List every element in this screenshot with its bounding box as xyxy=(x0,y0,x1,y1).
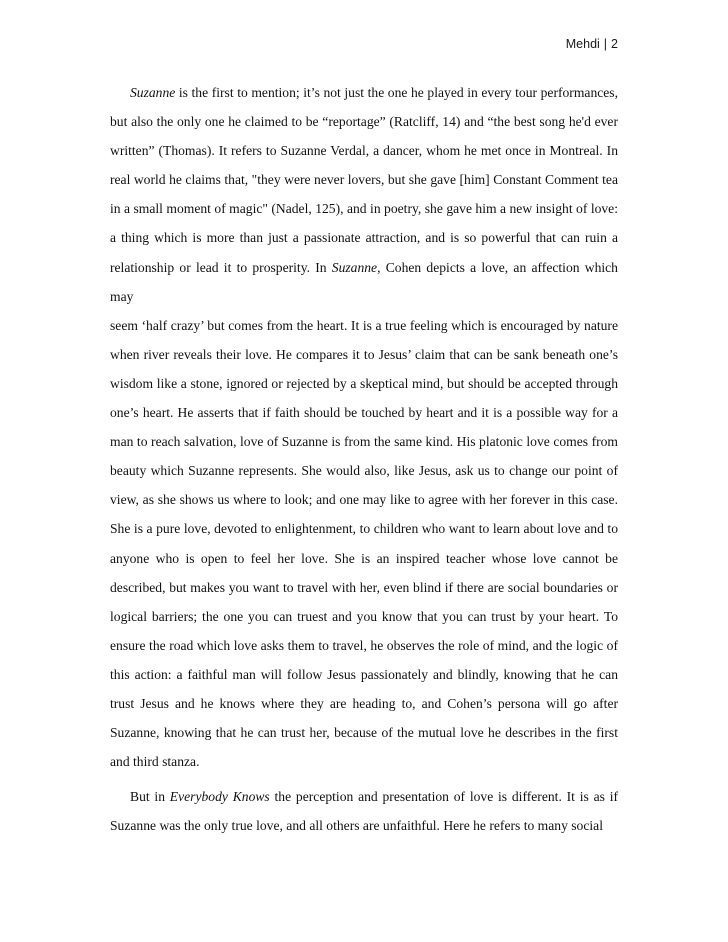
page-header xyxy=(566,37,618,51)
text-line: She is a pure love, devoted to enlightenment, to children who want to learn about love and to xyxy=(110,521,618,537)
text-line: one’s heart. He asserts that if faith should be touched by heart and it is a possible way for a xyxy=(110,405,618,421)
document-body xyxy=(110,78,618,840)
text-line: logical barriers; the one you can truest and you know that you can trust by your heart. To xyxy=(110,608,618,624)
header-page-number: 2 xyxy=(611,37,618,51)
text-line: man to reach salvation, love of Suzanne is from the same kind. His platonic love comes from xyxy=(110,434,618,450)
text-line: Suzanne, knowing that he can trust her, because of the mutual love he describes in the first xyxy=(110,725,618,741)
text-line: ensure the road which love asks them to travel, he observes the role of mind, and the logic of xyxy=(110,637,618,653)
text-line: anyone who is open to feel her love. She is an inspired teacher whose love cannot be xyxy=(110,550,618,566)
paragraph xyxy=(110,78,618,776)
italic-title: Suzanne xyxy=(130,85,176,100)
text-line: when river reveals their love. He compares it to Jesus’ claim that can be sank beneath one’s xyxy=(110,346,618,362)
text-line: wisdom like a stone, ignored or rejected by a skeptical mind, but should be accepted through xyxy=(110,375,618,391)
text-line: seem ‘half crazy’ but comes from the heart. It is a true feeling which is encouraged by nature xyxy=(110,317,618,333)
italic-title: Everybody Knows xyxy=(169,789,270,805)
text-line: trust Jesus and he knows where they are heading to, and Cohen’s persona will go after xyxy=(110,695,618,711)
italic-title: Suzanne xyxy=(331,259,378,275)
paragraph xyxy=(110,782,618,840)
text-line: written” (Thomas). It refers to Suzanne Verdal, a dancer, whom he met once in Montreal. In xyxy=(110,143,618,159)
text-line: but also the only one he claimed to be “reportage” (Ratcliff, 14) and “the best song he'd ever xyxy=(110,114,618,130)
text-line: view, as she shows us where to look; and one may like to agree with her forever in this case. xyxy=(110,492,618,508)
text-line: beauty which Suzanne represents. She would also, like Jesus, ask us to change our point of xyxy=(110,463,618,479)
text-line: real world he claims that, "they were never lovers, but she gave [him] Constant Comment tea xyxy=(110,172,618,188)
header-author: Mehdi xyxy=(565,37,600,51)
text-line: described, but makes you want to travel with her, even blind if there are social boundaries or xyxy=(110,579,618,595)
text-line: But in Everybody Knows the perception and presentation of love is different. It is as if xyxy=(130,789,618,805)
text-line: relationship or lead it to prosperity. In Suzanne, Cohen depicts a love, an affection which may xyxy=(110,259,618,304)
text-line: Suzanne is the first to mention; it’s not just the one he played in every tour performances, xyxy=(130,85,618,100)
text-line: Suzanne was the only true love, and all others are unfaithful. Here he refers to many social xyxy=(110,818,603,834)
text-line: a thing which is more than just a passionate attraction, and is so powerful that can ruin a xyxy=(110,230,618,246)
text-line: and third stanza. xyxy=(110,754,200,770)
header-separator: | xyxy=(603,37,608,51)
text-line: in a small moment of magic" (Nadel, 125), and in poetry, she gave him a new insight of love: xyxy=(110,201,618,217)
text-line: this action: a faithful man will follow Jesus passionately and blindly, knowing that he can xyxy=(110,666,618,682)
